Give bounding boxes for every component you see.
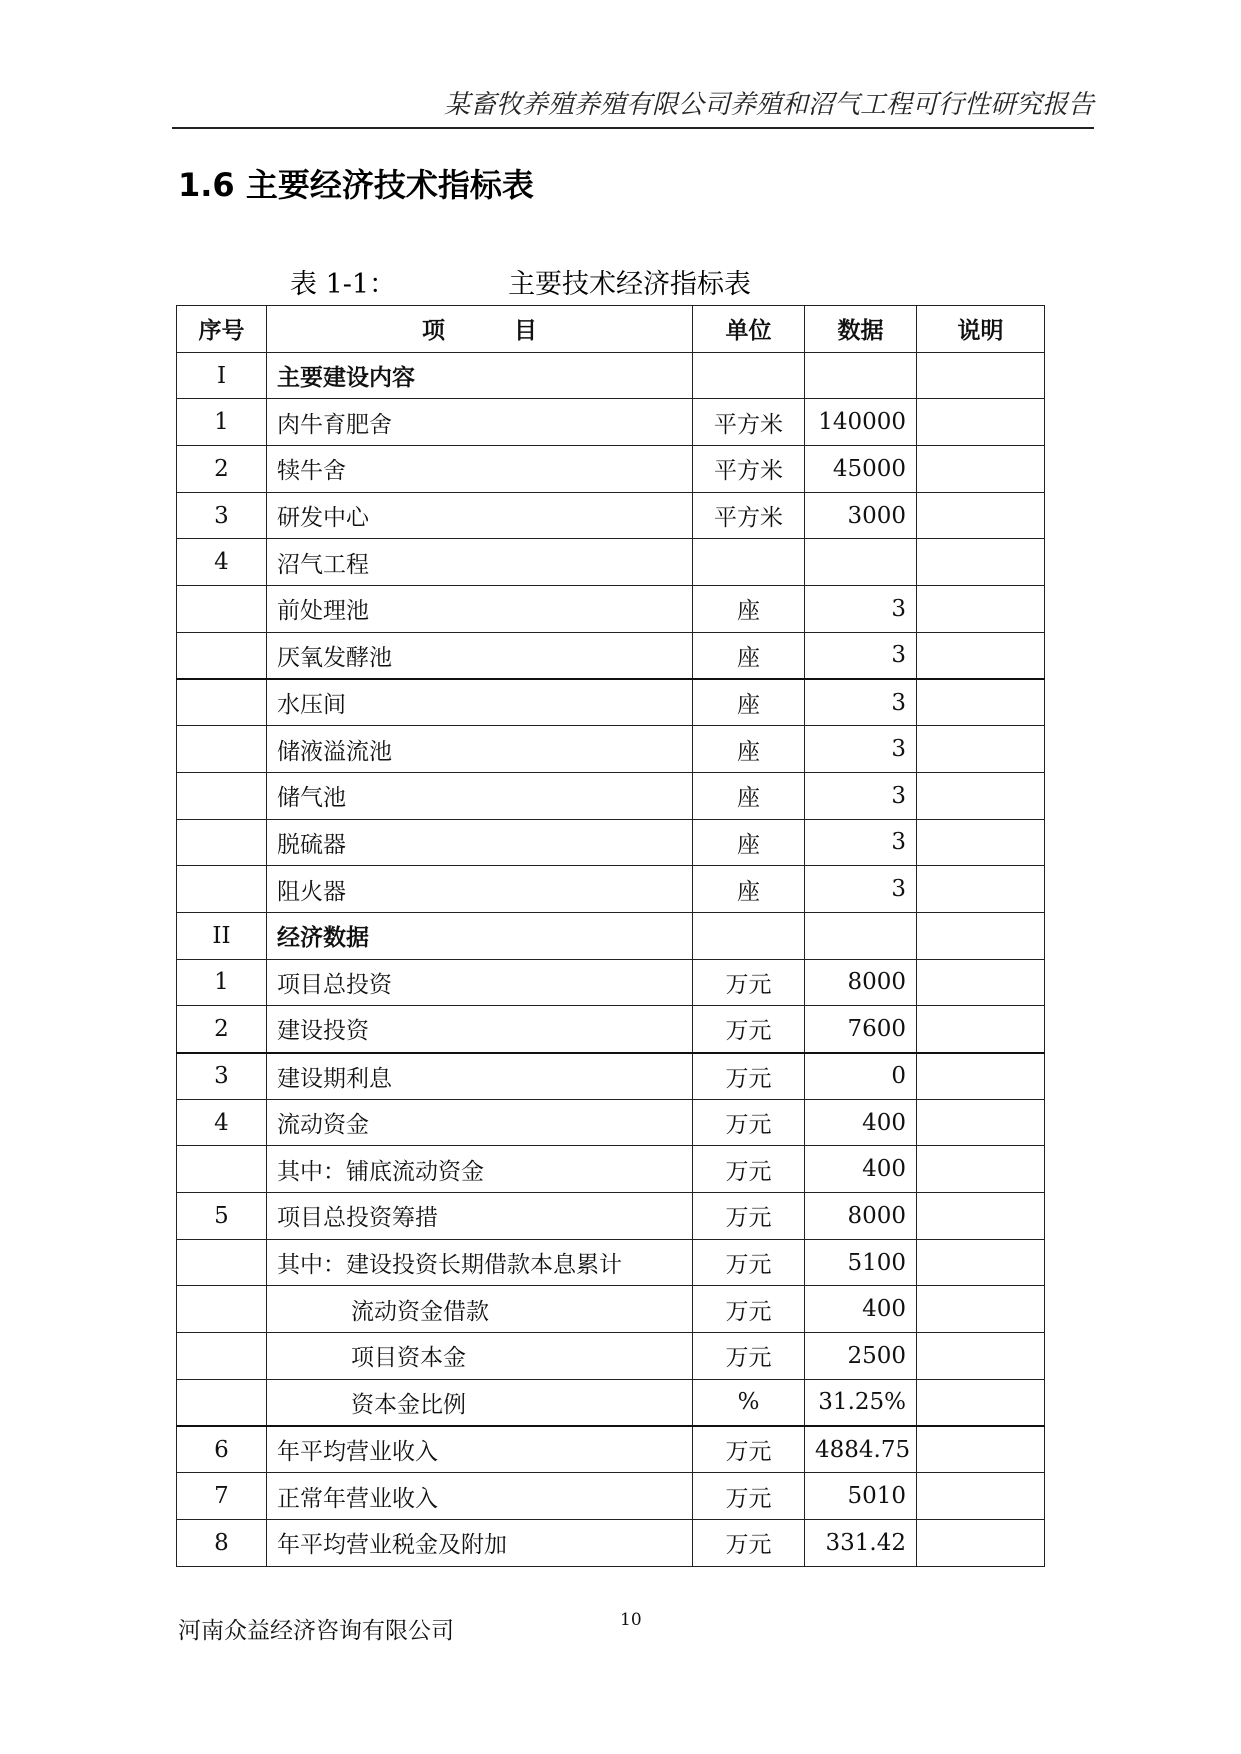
row-item: 储气池 <box>267 772 693 819</box>
row-seq: II <box>177 912 267 959</box>
row-note <box>917 1239 1045 1286</box>
row-note <box>917 1006 1045 1053</box>
row-note <box>917 632 1045 679</box>
row-value: 3 <box>805 679 917 726</box>
row-seq <box>177 1379 267 1426</box>
row-unit: 座 <box>693 819 805 866</box>
row-unit <box>693 912 805 959</box>
row-unit: % <box>693 1379 805 1426</box>
row-seq: 1 <box>177 399 267 446</box>
table-row <box>177 1006 1045 1053</box>
row-seq <box>177 772 267 819</box>
row-seq: 4 <box>177 1099 267 1146</box>
row-note <box>917 1333 1045 1380</box>
row-unit: 座 <box>693 632 805 679</box>
row-note <box>917 1426 1045 1473</box>
row-seq: 8 <box>177 1519 267 1566</box>
row-seq <box>177 632 267 679</box>
header-value: 数据 <box>805 306 917 353</box>
row-value: 45000 <box>805 446 917 493</box>
row-note <box>917 819 1045 866</box>
table-row <box>177 1426 1045 1473</box>
row-unit: 万元 <box>693 1519 805 1566</box>
row-unit: 座 <box>693 772 805 819</box>
row-seq: 3 <box>177 492 267 539</box>
row-value: 2500 <box>805 1333 917 1380</box>
table-row <box>177 1053 1045 1100</box>
table-caption-title: 主要技术经济指标表 <box>508 269 752 300</box>
table-row <box>177 446 1045 493</box>
table-row <box>177 866 1045 913</box>
row-value: 3 <box>805 772 917 819</box>
row-seq <box>177 1333 267 1380</box>
row-item: 肉牛育肥舍 <box>267 399 693 446</box>
row-item: 阻火器 <box>267 866 693 913</box>
page-number: 10 <box>620 1610 642 1630</box>
row-value <box>805 352 917 399</box>
row-item: 项目总投资筹措 <box>267 1193 693 1240</box>
row-unit: 平方米 <box>693 492 805 539</box>
indicators-table <box>176 305 1045 1567</box>
row-note <box>917 772 1045 819</box>
row-item: 脱硫器 <box>267 819 693 866</box>
row-note <box>917 399 1045 446</box>
row-item: 年平均营业税金及附加 <box>267 1519 693 1566</box>
row-unit: 万元 <box>693 1146 805 1193</box>
row-item: 经济数据 <box>267 912 693 959</box>
row-unit: 平方米 <box>693 446 805 493</box>
row-note <box>917 1193 1045 1240</box>
row-unit: 万元 <box>693 1239 805 1286</box>
table-row <box>177 1193 1045 1240</box>
row-item: 年平均营业收入 <box>267 1426 693 1473</box>
row-seq <box>177 1286 267 1333</box>
row-note <box>917 492 1045 539</box>
row-item: 主要建设内容 <box>267 352 693 399</box>
table-row <box>177 679 1045 726</box>
row-note <box>917 539 1045 586</box>
row-value <box>805 912 917 959</box>
row-seq: 2 <box>177 1006 267 1053</box>
row-note <box>917 959 1045 1006</box>
row-seq <box>177 1146 267 1193</box>
row-seq: 7 <box>177 1473 267 1520</box>
row-seq <box>177 866 267 913</box>
row-unit: 万元 <box>693 1099 805 1146</box>
row-unit: 万元 <box>693 1286 805 1333</box>
row-item: 流动资金借款 <box>267 1286 693 1333</box>
row-unit: 座 <box>693 586 805 633</box>
row-seq: 4 <box>177 539 267 586</box>
table-row <box>177 586 1045 633</box>
row-seq: 2 <box>177 446 267 493</box>
table-row <box>177 1099 1045 1146</box>
row-note <box>917 1379 1045 1426</box>
table-row <box>177 539 1045 586</box>
table-body <box>177 352 1045 1566</box>
row-item: 其中：建设投资长期借款本息累计 <box>267 1239 693 1286</box>
row-note <box>917 912 1045 959</box>
table-row <box>177 772 1045 819</box>
row-unit <box>693 539 805 586</box>
table-row <box>177 912 1045 959</box>
row-item: 项目资本金 <box>267 1333 693 1380</box>
row-value: 31.25% <box>805 1379 917 1426</box>
row-item: 水压间 <box>267 679 693 726</box>
row-unit: 座 <box>693 726 805 773</box>
row-note <box>917 1053 1045 1100</box>
row-value: 8000 <box>805 959 917 1006</box>
row-note <box>917 352 1045 399</box>
row-item: 犊牛舍 <box>267 446 693 493</box>
row-note <box>917 726 1045 773</box>
row-item: 项目总投资 <box>267 959 693 1006</box>
row-item: 建设期利息 <box>267 1053 693 1100</box>
row-note <box>917 866 1045 913</box>
row-unit: 万元 <box>693 959 805 1006</box>
row-value: 400 <box>805 1099 917 1146</box>
row-unit: 万元 <box>693 1426 805 1473</box>
row-note <box>917 679 1045 726</box>
row-value: 400 <box>805 1146 917 1193</box>
table-caption-label: 表 1-1： <box>290 269 397 300</box>
row-item: 沼气工程 <box>267 539 693 586</box>
row-seq: 5 <box>177 1193 267 1240</box>
table-row <box>177 399 1045 446</box>
row-unit: 万元 <box>693 1006 805 1053</box>
row-unit: 万元 <box>693 1053 805 1100</box>
row-note <box>917 1519 1045 1566</box>
row-unit: 座 <box>693 679 805 726</box>
row-seq: 6 <box>177 1426 267 1473</box>
row-value: 0 <box>805 1053 917 1100</box>
header-item: 项 目 <box>267 306 693 353</box>
row-item: 正常年营业收入 <box>267 1473 693 1520</box>
table-row <box>177 959 1045 1006</box>
table-row <box>177 1519 1045 1566</box>
row-unit: 座 <box>693 866 805 913</box>
table-row <box>177 492 1045 539</box>
row-value: 400 <box>805 1286 917 1333</box>
row-seq <box>177 586 267 633</box>
row-value: 3000 <box>805 492 917 539</box>
table-row <box>177 632 1045 679</box>
row-unit: 平方米 <box>693 399 805 446</box>
row-item: 前处理池 <box>267 586 693 633</box>
row-value: 4884.75 <box>805 1426 917 1473</box>
row-seq: 1 <box>177 959 267 1006</box>
row-value: 5100 <box>805 1239 917 1286</box>
row-item: 流动资金 <box>267 1099 693 1146</box>
row-unit: 万元 <box>693 1193 805 1240</box>
row-item: 建设投资 <box>267 1006 693 1053</box>
row-seq: I <box>177 352 267 399</box>
row-unit: 万元 <box>693 1473 805 1520</box>
row-value: 3 <box>805 866 917 913</box>
table-row <box>177 1473 1045 1520</box>
table-row <box>177 1286 1045 1333</box>
row-note <box>917 1286 1045 1333</box>
row-item: 其中：铺底流动资金 <box>267 1146 693 1193</box>
row-value: 7600 <box>805 1006 917 1053</box>
row-note <box>917 586 1045 633</box>
running-header: 某畜牧养殖养殖有限公司养殖和沼气工程可行性研究报告 <box>172 84 1094 129</box>
row-seq <box>177 726 267 773</box>
row-item: 厌氧发酵池 <box>267 632 693 679</box>
footer-company: 河南众益经济咨询有限公司 <box>178 1618 454 1644</box>
table-row <box>177 819 1045 866</box>
header-unit: 单位 <box>693 306 805 353</box>
row-seq <box>177 1239 267 1286</box>
row-value: 331.42 <box>805 1519 917 1566</box>
row-value: 3 <box>805 632 917 679</box>
row-value: 3 <box>805 586 917 633</box>
row-value: 5010 <box>805 1473 917 1520</box>
row-seq <box>177 819 267 866</box>
row-value: 3 <box>805 819 917 866</box>
row-item: 储液溢流池 <box>267 726 693 773</box>
header-seq: 序号 <box>177 306 267 353</box>
row-value: 3 <box>805 726 917 773</box>
row-seq: 3 <box>177 1053 267 1100</box>
row-item: 资本金比例 <box>267 1379 693 1426</box>
header-note: 说明 <box>917 306 1045 353</box>
row-seq <box>177 679 267 726</box>
table-row <box>177 352 1045 399</box>
table-row <box>177 726 1045 773</box>
table-row <box>177 1239 1045 1286</box>
row-value: 8000 <box>805 1193 917 1240</box>
row-value: 140000 <box>805 399 917 446</box>
row-note <box>917 1099 1045 1146</box>
table-header-row <box>177 306 1045 353</box>
row-note <box>917 1473 1045 1520</box>
table-row <box>177 1146 1045 1193</box>
row-unit <box>693 352 805 399</box>
table-row <box>177 1379 1045 1426</box>
row-note <box>917 1146 1045 1193</box>
table-caption <box>290 262 751 301</box>
row-value <box>805 539 917 586</box>
table-row <box>177 1333 1045 1380</box>
row-item: 研发中心 <box>267 492 693 539</box>
section-title: 1.6 主要经济技术指标表 <box>178 166 534 204</box>
row-note <box>917 446 1045 493</box>
row-unit: 万元 <box>693 1333 805 1380</box>
